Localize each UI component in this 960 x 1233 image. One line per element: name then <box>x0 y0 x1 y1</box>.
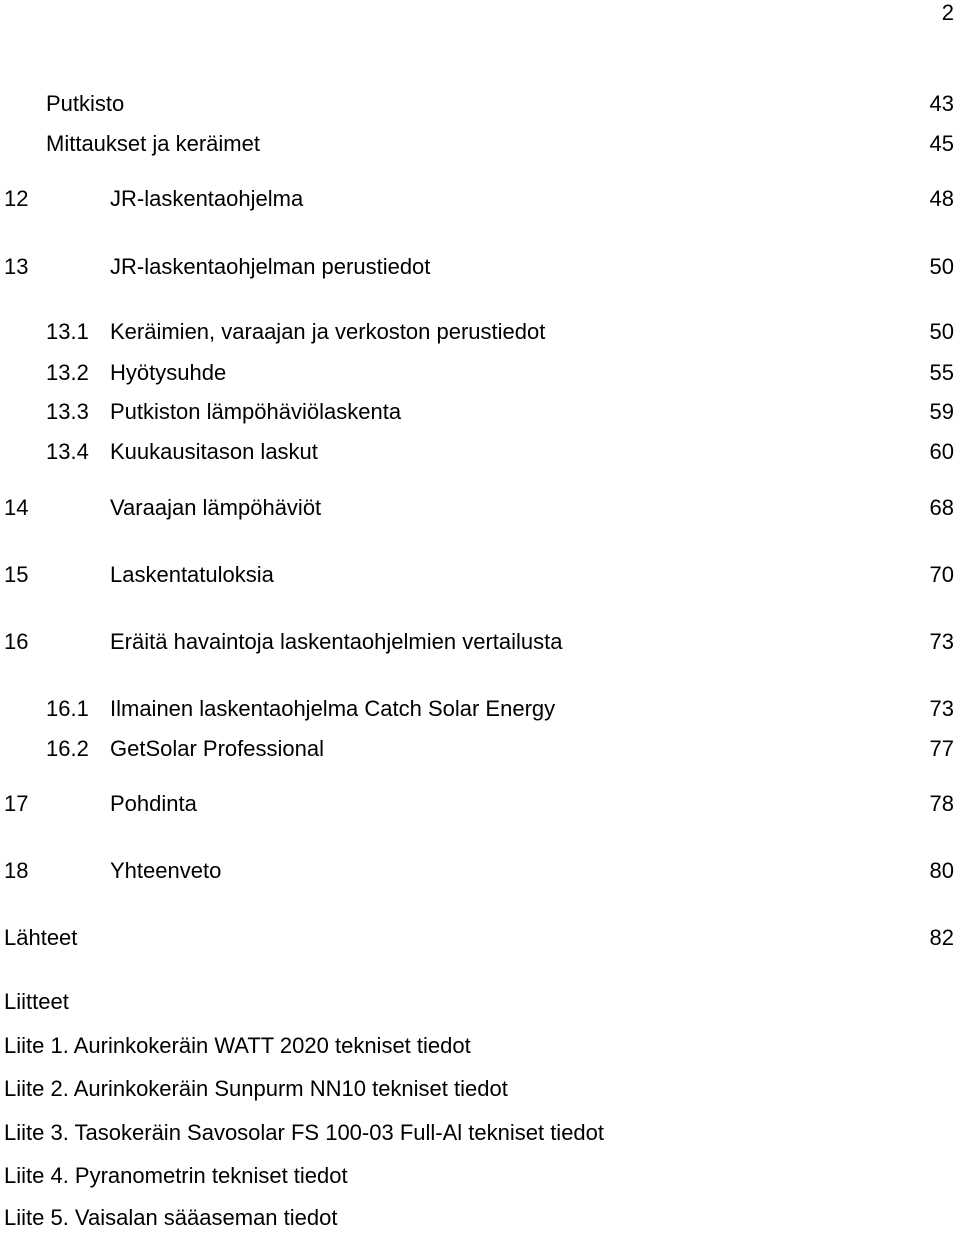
toc-entry <box>0 493 960 523</box>
toc-entry-title: JR-laskentaohjelma <box>110 186 304 211</box>
toc-entry-page: 45 <box>929 131 954 156</box>
toc-entry <box>0 184 960 214</box>
toc-entry-page: 73 <box>929 629 954 654</box>
toc-entry-page: 82 <box>929 925 954 950</box>
toc-entry-number: 16 <box>4 629 29 654</box>
toc-entry-number: 18 <box>4 858 29 883</box>
toc-entry <box>0 923 960 953</box>
toc-entry-title: Hyötysuhde <box>110 360 227 385</box>
toc-entry-title: Varaajan lämpöhäviöt <box>110 495 322 520</box>
toc-entry <box>0 627 960 657</box>
toc-entry-number: 13.4 <box>46 439 89 464</box>
toc-entry-page: 55 <box>929 360 954 385</box>
toc-entry-page: 50 <box>929 254 954 279</box>
toc-entry-title: Putkisto <box>46 91 125 116</box>
toc-entry-title: Ilmainen laskentaohjelma Catch Solar Energy <box>110 696 556 721</box>
toc-entry-number: 17 <box>4 791 29 816</box>
appendix-item: Liite 2. Aurinkokeräin Sunpurm NN10 tekniset tiedot <box>4 1076 508 1101</box>
toc-entry-title: Lähteet <box>4 925 78 950</box>
toc-entry <box>0 789 960 819</box>
toc-entry-title: Laskentatuloksia <box>110 562 274 587</box>
appendix-item: Liite 4. Pyranometrin tekniset tiedot <box>4 1163 348 1188</box>
toc-entry-page: 77 <box>929 736 954 761</box>
toc-entry-title: GetSolar Professional <box>110 736 324 761</box>
toc-entry-number: 12 <box>4 186 29 211</box>
toc-entry-title: Kuukausitason laskut <box>110 439 318 464</box>
appendix-heading: Liitteet <box>4 989 69 1014</box>
toc-entry-page: 80 <box>929 858 954 883</box>
toc-entry-page: 60 <box>929 439 954 464</box>
toc-entry <box>0 252 960 282</box>
appendix-item: Liite 1. Aurinkokeräin WATT 2020 tekniset tiedot <box>4 1033 471 1058</box>
toc-entry-number: 14 <box>4 495 29 520</box>
page-number: 2 <box>941 0 954 25</box>
toc-entry-number: 15 <box>4 562 29 587</box>
toc-entry <box>0 694 960 724</box>
toc-entry-title: Mittaukset ja keräimet <box>46 131 260 156</box>
toc-entry-page: 73 <box>929 696 954 721</box>
toc-entry-number: 13.3 <box>46 399 89 424</box>
toc-entry-title: Yhteenveto <box>110 858 222 883</box>
toc-entry-number: 13.1 <box>46 319 89 344</box>
toc-entry <box>0 397 960 427</box>
toc-entry <box>0 89 960 119</box>
toc-entry-page: 70 <box>929 562 954 587</box>
toc-entry <box>0 856 960 886</box>
appendix-item: Liite 3. Tasokeräin Savosolar FS 100-03 Full-Al tekniset tiedot <box>4 1120 605 1145</box>
toc-entry <box>0 734 960 764</box>
toc-entry-page: 48 <box>929 186 954 211</box>
appendix-item: Liite 5. Vaisalan sääaseman tiedot <box>4 1205 338 1230</box>
toc-entry-page: 78 <box>929 791 954 816</box>
toc-entry-page: 50 <box>929 319 954 344</box>
toc-entry <box>0 317 960 347</box>
toc-entry-number: 13 <box>4 254 29 279</box>
toc-entry-page: 43 <box>929 91 954 116</box>
toc-entry-number: 16.2 <box>46 736 89 761</box>
toc-entry <box>0 560 960 590</box>
toc-entry-title: Pohdinta <box>110 791 197 816</box>
toc-entry-title: Eräitä havaintoja laskentaohjelmien vertailusta <box>110 629 563 654</box>
toc-entry <box>0 437 960 467</box>
toc-entry-number: 16.1 <box>46 696 89 721</box>
toc-entry-number: 13.2 <box>46 360 89 385</box>
toc-entry <box>0 129 960 159</box>
toc-entry-title: JR-laskentaohjelman perustiedot <box>110 254 431 279</box>
toc-entry-title: Keräimien, varaajan ja verkoston perustiedot <box>110 319 546 344</box>
toc-entry-page: 59 <box>929 399 954 424</box>
toc-entry <box>0 358 960 388</box>
toc-entry-page: 68 <box>929 495 954 520</box>
toc-entry-title: Putkiston lämpöhäviölaskenta <box>110 399 402 424</box>
